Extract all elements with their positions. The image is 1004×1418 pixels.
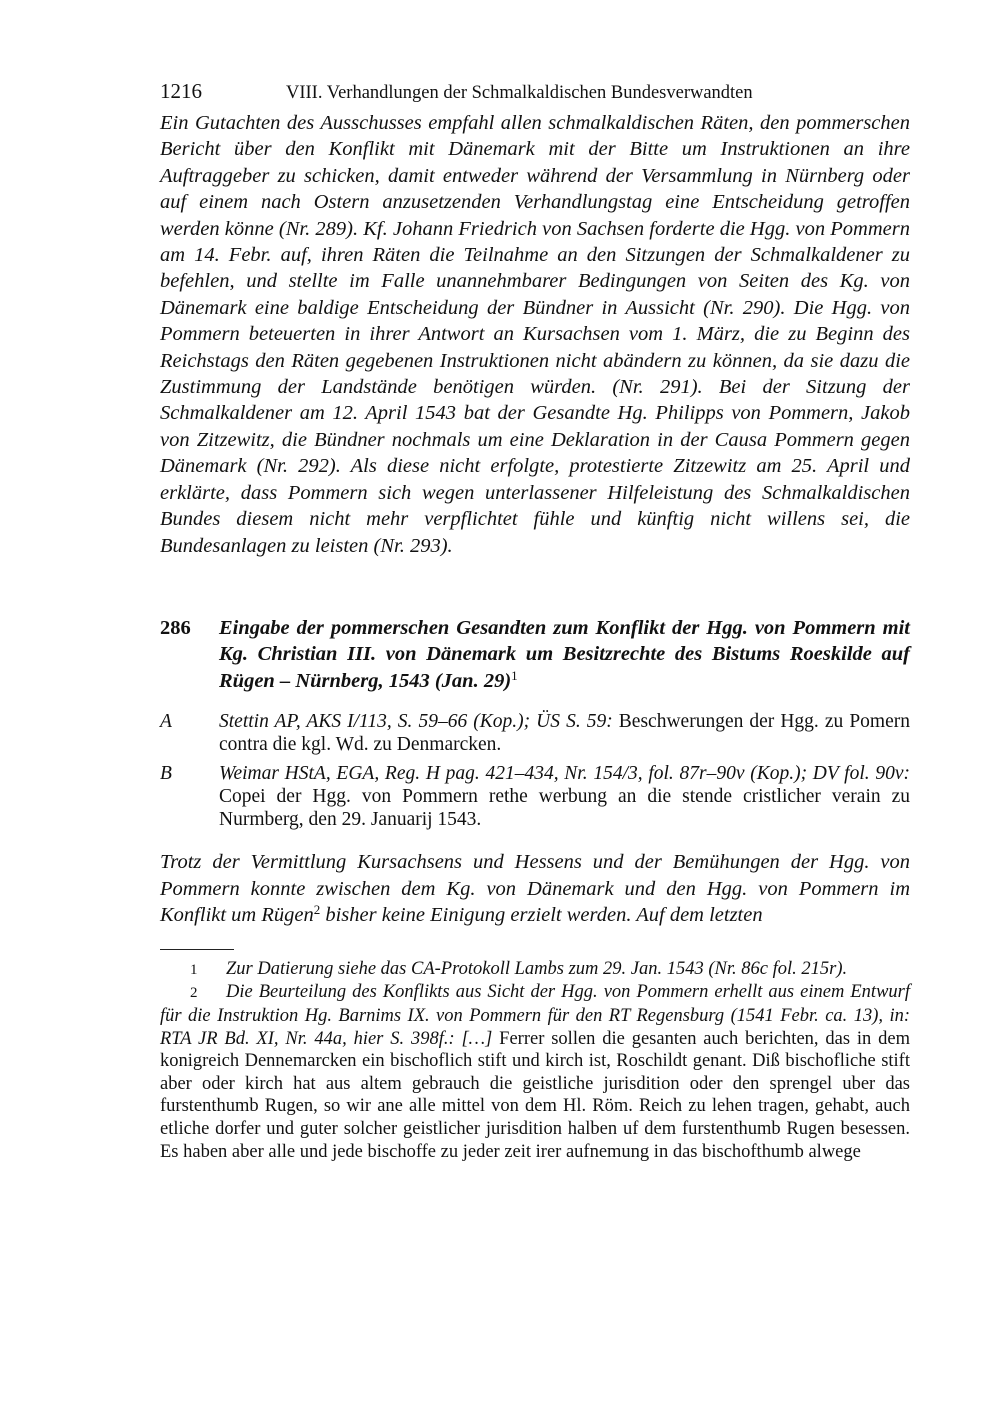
- source-entry-a: [160, 710, 910, 756]
- document-heading: [160, 615, 910, 694]
- footnote-italic: Zur Datierung siehe das CA-Protokoll Lambs zum 29. Jan. 1543 (Nr. 86c fol. 215r).: [226, 958, 848, 979]
- main-text-before: Trotz der Vermittlung Kursachsens und Hessens und der Bemühungen der Hgg. von Pommern konnte zwischen dem Kg. von Dänemark und den Hgg. von Pommern im Konflikt um Rügen: [160, 851, 910, 926]
- intro-paragraph: Ein Gutachten des Ausschusses empfahl allen schmalkaldischen Räten, den pommerschen Bericht über den Konflikt mit Dänemark mit der Bitte um Instruktionen an ihre Auftraggeber zu schicken, damit entweder während der Versammlung in Nürnberg oder auf einem nach Ostern anzusetzenden Verhandlungstag eine Entscheidung getroffen werden könne (Nr. 289). Kf. Johann Friedrich von Sachsen forderte die Hgg. von Pommern am 14. Febr. auf, ihren Räten die Teilnahme an den Sitzungen der Schmalkaldener zu befehlen, und stellte im Falle unannehmbarer Bedingungen von Seiten des Kg. von Dänemark eine baldige Entscheidung der Bündner in Aussicht (Nr. 290). Die Hgg. von Pommern beteuerten in ihrer Antwort an Kursachsen vom 1. März, die zu Beginn des Reichstags den Räten gegebenen Instruktionen nicht abändern zu können, da sie dazu die Zustimmung der Landstände benötigen würden. (Nr. 291). Bei der Sitzung der Schmalkaldener am 12. April 1543 bat der Gesandte Hg. Philipps von Pommern, Jakob von Zitzewitz, die Bündner nochmals um eine Deklaration in der Causa Pommern gegen Dänemark (Nr. 292). Als diese nicht erfolgte, protestierte Zitzewitz am 25. April und erklärte, dass Pommern sich wegen unterlassener Hilfeleistung des Schmalkaldischen Bundes diesem nicht mehr verpflichtet fühle und künftig nicht willens sei, die Bundesanlagen zu leisten (Nr. 293).: [160, 112, 910, 557]
- running-head: [160, 76, 910, 108]
- footnote-2: [160, 981, 910, 1163]
- footnote-mark: 2: [190, 985, 198, 1002]
- source-siglum: A: [160, 711, 172, 733]
- footnote-mark: 1: [190, 961, 198, 978]
- page: [160, 76, 910, 1163]
- page-number: 1216: [160, 79, 202, 103]
- footnotes: [160, 958, 910, 1163]
- footnote-1: [160, 958, 910, 982]
- source-description: [219, 710, 910, 756]
- source-description: [219, 762, 910, 832]
- footnote-text: Ferrer sollen die gesanten auch berichten, das in dem konigreich Dennemarcken ein bischoflich stift und kirch ist, Roschildt genant. Diß bischofliche stift aber oder kirch hat aus altem gebrauch die geistliche jurisdition oder den sprengel uber das furstenthumb Rugen, so wir ane alle mittel von dem Hl. Röm. Reich zu lehen tragen, gehabt, auch etliche dorfer und guter solcher geistlicher jurisdition halben uf dem furstenthumb Rugen besessen. Es haben aber alle und jede bischoffe zu jeder zeit irer aufnemung in das bischofthumb alwege: [160, 1028, 910, 1162]
- main-paragraph: [160, 849, 910, 928]
- source-archive-ref: Weimar HStA, EGA, Reg. H pag. 421–434, Nr. 154/3, fol. 87r–90v (Kop.); DV fol. 90v:: [219, 762, 910, 784]
- source-list: [160, 710, 910, 831]
- source-entry-b: [160, 762, 910, 832]
- source-archive-ref: Stettin AP, AKS I/113, S. 59–66 (Kop.); ÜS S. 59:: [219, 711, 613, 733]
- source-caption: Beschwerungen der Hgg. zu Pomern contra die kgl. Wd. zu Denmarcken.: [219, 711, 910, 756]
- source-siglum: B: [160, 762, 172, 784]
- running-title: VIII. Verhandlungen der Schmalkaldischen Bundesverwandten: [286, 83, 753, 103]
- footnote-ref-1[interactable]: 1: [511, 667, 518, 683]
- footnote-ref-2[interactable]: 2: [313, 901, 321, 917]
- footnote-italic: Die Beurteilung des Konflikts aus Sicht der Hgg. von Pommern erhellt aus einem Entwurf für die Instruktion Hg. Barnims IX. von Pommern für den RT Regensburg (1541 Febr. ca. 13), in: RTA JR Bd. XI, Nr. 44a, hier S. 398f.: […]: [160, 982, 910, 1049]
- document-title-text: Eingabe der pommerschen Gesandten zum Konflikt der Hgg. von Pommern mit Kg. Christian III. von Dänemark um Besitzrechte des Bistums Roeskilde auf Rügen – Nürnberg, 1543 (Jan. 29): [219, 616, 910, 692]
- main-text-after: bisher keine Einigung erzielt werden. Auf dem letzten: [320, 903, 763, 926]
- footnote-divider: [160, 949, 234, 950]
- document-number: 286: [160, 616, 191, 639]
- source-caption: Copei der Hgg. von Pommern rethe werbung an die stende cristlicher verain zu Nurmberg, den 29. Januarij 1543.: [219, 785, 910, 830]
- document-title: [219, 615, 910, 694]
